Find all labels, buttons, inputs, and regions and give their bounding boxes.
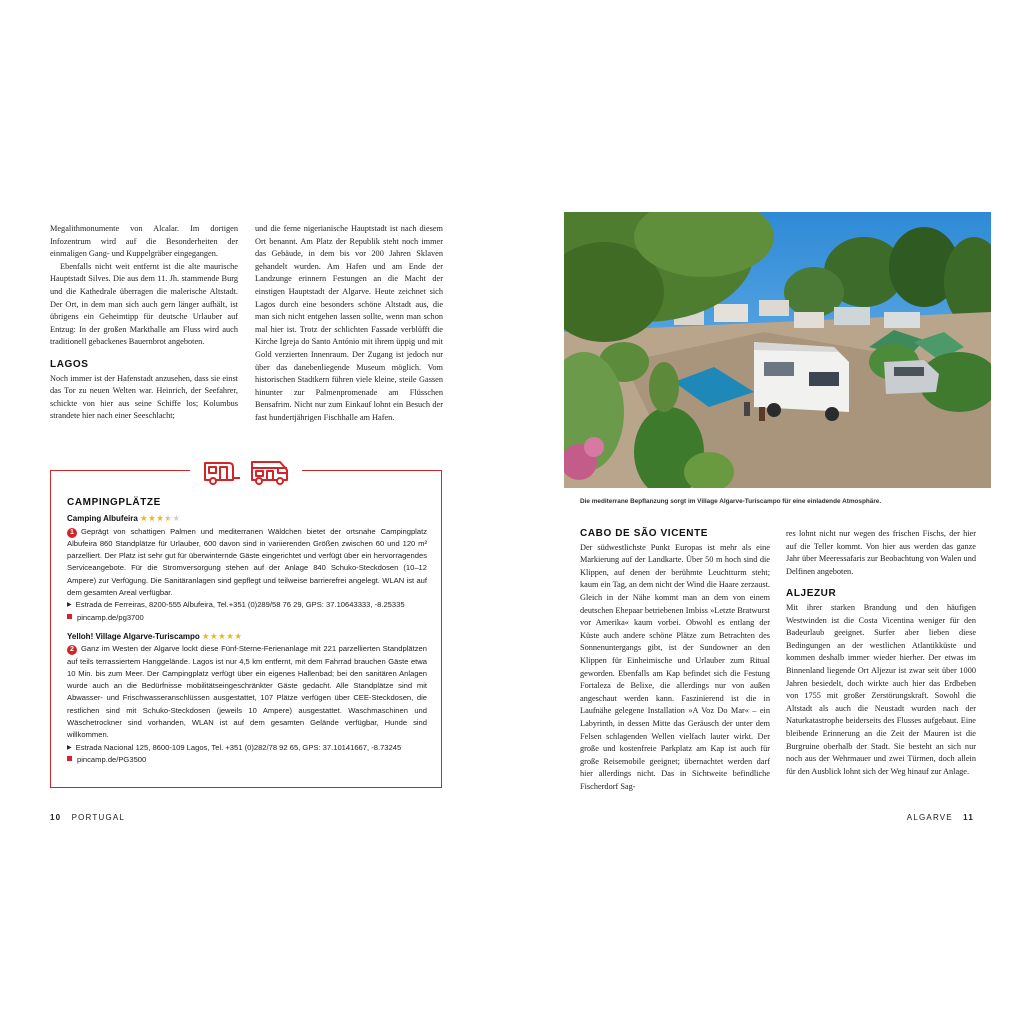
half-star-icon: ★ bbox=[164, 513, 173, 524]
section-heading-cabo: CABO DE SÃO VICENTE bbox=[580, 528, 709, 539]
campsite-turiscampo bbox=[67, 630, 427, 766]
rating-stars: ★★★★★ bbox=[201, 630, 243, 641]
section-heading-aljezur: ALJEZUR bbox=[786, 588, 837, 600]
section-label: PORTUGAL bbox=[71, 813, 126, 822]
number-badge: 1 bbox=[67, 528, 77, 538]
caravan-icon bbox=[202, 459, 242, 487]
arrow-icon: ▶ bbox=[67, 602, 72, 609]
campsite-albufeira bbox=[67, 512, 427, 624]
camping-content bbox=[67, 497, 427, 766]
photo-caption: Die mediterrane Bepflanzung sorgt im Village Algarve-Turiscampo für eine einladende Atmosphäre. bbox=[580, 498, 882, 505]
right-column-1 bbox=[580, 528, 770, 793]
paragraph: Noch immer ist der Hafenstadt anzusehen, dass sie einst das Tor zu neuen Welten war. Heinrich, der Seefahrer, schickte von hier aus seine Schiffe los; Kolumbus strandete hier nach einer Seeschlacht; bbox=[50, 373, 238, 421]
section-heading-lagos: LAGOS bbox=[50, 358, 89, 370]
square-bullet-icon bbox=[67, 614, 72, 619]
empty-star-icon: ★ bbox=[172, 513, 181, 524]
paragraph: Mit ihrer starken Brandung und den häufigen Westwinden ist die Costa Vicentina weniger für den Badeurlaub geeignet. Surfer aber lieben diese Bedingungen an der westlichen Atlantikküste und kommen deshalb immer wieder hierher. Der etwas im Binnenland liegende Ort Aljezur ist zwar seit über 1000 Jahren besiedelt, doch wirkte auch hier das Erdbeben von 1755 mit großer Zerstörungskraft. Sowohl die Altstadt als auch die Neustadt wurden nach der Naturkatastrophe beiderseits des Flusses aufgebaut. Eine bleibende Erinnerung an die Zeit der Mauren ist die Burgruine oberhalb der Stadt. Sie besteht an sich nur noch aus der Wehrmauer und zwei Türmen, doch allein für den Ausblick lohnt sich der Weg hinauf zur Anlage. bbox=[786, 602, 976, 776]
camping-icons bbox=[190, 455, 302, 491]
paragraph: res lohnt nicht nur wegen des frischen Fischs, der hier auf die Teller kommt. Von hier aus werden das ganze Jahr über Meeressafaris zur Beobachtung von Walen und Delfinen angeboten. bbox=[786, 529, 976, 576]
paragraph: Der südwestlichste Punkt Europas ist mehr als eine Markierung auf der Landkarte. Über 50 m hoch sind die Klippen, auf denen der berühmte Leuchtturm steht; kaum ein Tag, an dem nicht der Wind die Haare zerzaust. Gleich in der Nähe kommt man an dem von einem deutschen Ehepaar betriebenen Imbiss »Letzte Bratwurst vor Amerika« kaum vorbei. Obwohl es entlang der Küste auch andere schöne Plätze zum Betrachten des Sonnenuntergangs gibt, ist der Sundowner an den Klippen für Einheimische und Urlauber zum Ritual geworden. Ebenfalls am Kap befindet sich die Festung Fortaleza de Belixe, die allerdings nur von außen angeschaut werden kann. Faszinierend ist die in Laufnähe gelegene Installation »A Voz Do Mar« – ein Labyrinth, in dessen Mitte das Geräusch der unter dem Felsen schlagenden Wellen vielfach lauter wirkt. Der große und kostenfreie Parkplatz am Kap ist auch für große Reisemobile geeignet; übernachtet werden darf hier allerdings nicht. Das in Sichtweite befindliche Fischerdorf Sag- bbox=[580, 542, 770, 791]
number-badge: 2 bbox=[67, 645, 77, 655]
left-column-2 bbox=[255, 223, 443, 425]
page-footer-right bbox=[907, 813, 974, 822]
rating-stars bbox=[140, 513, 181, 523]
left-column-1 bbox=[50, 223, 238, 423]
campsite-address: Estrada Nacional 125, 8600-109 Lagos, Tel. +351 (0)282/78 92 65, GPS: 37.10141667, -8.73245 bbox=[75, 742, 402, 752]
campsite-address: Estrada de Ferreiras, 8200-555 Albufeira, Tel.+351 (0)289/58 76 29, GPS: 37.10643333, -8.25335 bbox=[75, 600, 405, 610]
campsite-link[interactable]: pincamp.de/PG3500 bbox=[77, 754, 147, 764]
camper-van-icon bbox=[250, 459, 290, 487]
campsite-photo bbox=[564, 212, 991, 488]
star-icon: ★★★ bbox=[139, 513, 165, 524]
camping-box-title: CAMPINGPLÄTZE bbox=[67, 497, 161, 508]
campsite-link[interactable]: pincamp.de/pg3700 bbox=[77, 612, 144, 622]
campsite-name: Camping Albufeira bbox=[67, 514, 138, 524]
page-number: 10 bbox=[50, 813, 62, 822]
campsite-name: Yelloh! Village Algarve-Turiscampo bbox=[67, 631, 200, 641]
paragraph: und die ferne nigerianische Hauptstadt ist nach diesem Ort benannt. Am Platz der Republik steht noch immer das Gebäude, in dem bis vor 200 Jahren Sklaven gehandelt wurden. Am Hafen und am Ende der Landzunge erinnern Festungen an die Macht der einstigen Hauptstadt der Algarve. Heute zeichnet sich Lagos durch eine besonders schöne Altstadt aus, die man sich nicht entgehen lassen sollte, wenn man schon mal hier ist. Trotz der schlichten Fassade verblüfft die Kirche Igreja do Santo António mit ihrem üppig und mit Gold verzierten Innenraum. Der Zugang ist jedoch nur über das danebenliegende Museum möglich. Vom historischen Stadtkern führen viele kleine, steile Gassen hinunter zur Palmenpromenade am Flüsschen Bensafrim. Nicht nur zum Einkauf lohnt ein Besuch der fast hundertjährigen Fischhalle am Hafen. bbox=[255, 224, 443, 422]
section-label: ALGARVE bbox=[906, 813, 953, 822]
campsite-description: Ganz im Westen der Algarve lockt diese Fünf-Sterne-Ferienanlage mit 221 parzellierten Standplätzen auf teils terrassiertem Hanggelände. Lagos ist nur 4,5 km entfernt, mit dem Fahrrad brauchen Gäste etwa 10 Min. bis zum Meer. Der Campingplatz verfügt über ein eigenes Hallenbad; bei den sanitären Anlagen wurde auch an die Bedürfnisse mobilitätseingeschränkter Gäste gedacht. Alle Standplätze sind mit Abwasser- und Frischwasseranschlüssen ausgestattet, 107 Plätze verfügen über CEE-Steckdosen, die restlichen sind mit Schuko-Steckdosen (jeweils 10 Ampere) ausgestattet. Waschmaschinen und Wäschetrockner sind vorhanden, WLAN ist auf dem gesamten Gelände verfügbar, Hunde sind willkommen. bbox=[67, 644, 427, 740]
page-number: 11 bbox=[963, 813, 974, 822]
right-column-2 bbox=[786, 528, 976, 778]
paragraph: Ebenfalls nicht weit entfernt ist die alte maurische Hauptstadt Silves. Die aus dem 11. Jh. stammende Burg und die Kathedrale überragen die malerische Altstadt. Der Ort, in dem man sich auch gern länger aufhält, ist übrigens ein Geheimtipp für deutsche Urlauber auf Entzug: In der großen Markthalle am Fluss wird auch traditionell gebackenes Bauernbrot angeboten. bbox=[50, 261, 238, 347]
campsite-description: Geprägt von schattigen Palmen und mediterranen Wäldchen bietet der ortsnahe Campingplatz Albufeira 860 Standplätze für Urlauber, 600 davon sind in variierenden Größen zwischen 60 und 120 m² parzelliert. Der Platz ist sehr gut für überwinternde Gäste eingerichtet und verfügt über ein hervorragendes Serviceangebote. Für die Stromversorgung stehen auf der Anlage 840 Schuko-Steckdosen (10–12 Ampere) zur Verfügung. Die Sanitäranlagen sind gepflegt und teilweise barrierefrei angelegt. WLAN ist auf dem gesamten Areal verfügbar. bbox=[67, 526, 427, 598]
page-footer-left bbox=[50, 813, 125, 822]
paragraph: Megalithmonumente von Alcalar. Im dortigen Infozentrum wird auf die Besonderheiten der einmaligen Gang- und Kuppelgräber eingegangen. bbox=[50, 224, 238, 259]
square-bullet-icon bbox=[67, 756, 72, 761]
arrow-icon: ▶ bbox=[67, 744, 72, 751]
